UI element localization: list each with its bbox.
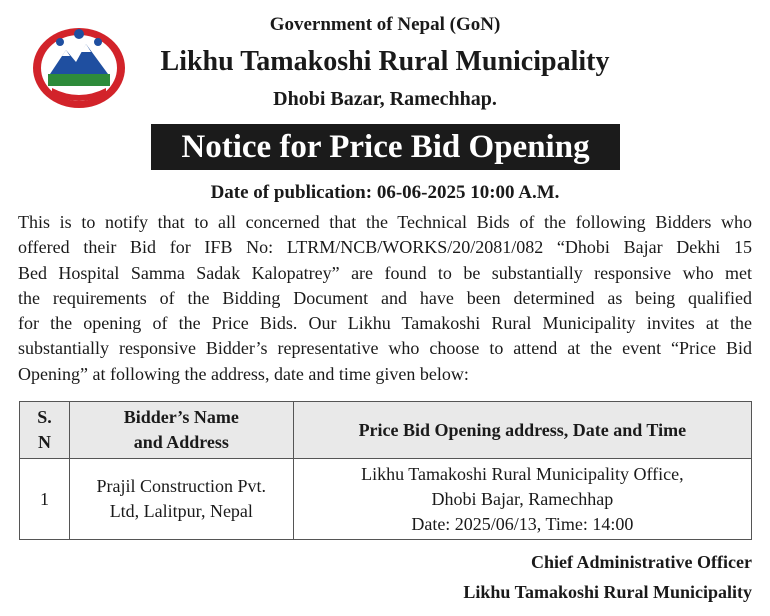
bidder-address: Ltd, Lalitpur, Nepal [109,501,253,521]
bidder-table [19,401,752,540]
body-line: the requirements of the Bidding Document and have been determined as being qualified [18,287,752,308]
opening-cell [293,459,751,540]
bidder-cell [69,459,293,540]
body-line: substantially responsive Bidder’s representative who choose to attend at the event “Price Bid [18,338,752,359]
opening-office: Likhu Tamakoshi Rural Municipality Office, [361,463,684,484]
municipality-heading: Likhu Tamakoshi Rural Municipality [160,46,610,77]
body-line: Opening” at following the address, date and time given below: [18,363,469,384]
bidder-name: Prajil Construction Pvt. [96,476,267,496]
bidder-header-line2: and Address [133,432,229,452]
body-line: for the opening of the Price Bids. Our Likhu Tamakoshi Rural Municipality invites at the [18,313,752,334]
signature-office: Likhu Tamakoshi Rural Municipality [463,582,752,602]
opening-location: Dhobi Bajar, Ramechhap [431,488,614,509]
table-row [20,459,752,540]
opening-datetime: Date: 2025/06/13, Time: 14:00 [411,513,634,534]
body-line: This is to notify that to all concerned that the Technical Bids of the following Bidders who [18,212,752,232]
notice-body [18,210,752,387]
sn-header-line1: S. [37,407,52,427]
bidder-header [69,402,293,459]
notice-title-banner: Notice for Price Bid Opening [151,124,620,170]
bidder-header-line1: Bidder’s Name [123,407,239,427]
municipality-address: Dhobi Bazar, Ramechhap. [273,88,497,110]
body-line: offered their Bid for IFB No: LTRM/NCB/WORKS/20/2081/082 “Dhobi Bajar Dekhi 15 [18,237,752,258]
publication-date: Date of publication: 06-06-2025 10:00 A.M. [210,182,560,203]
opening-header: Price Bid Opening address, Date and Time [293,402,751,459]
government-heading: Government of Nepal (GoN) [269,14,501,35]
sn-cell: 1 [20,459,70,540]
sn-header-line2: N [37,432,51,452]
table-header-row [20,402,752,459]
signature-title: Chief Administrative Officer [531,552,752,572]
sn-header [20,402,70,459]
body-line: Bed Hospital Samma Sadak Kalopatrey” are found to be substantially responsive who met [18,262,752,283]
